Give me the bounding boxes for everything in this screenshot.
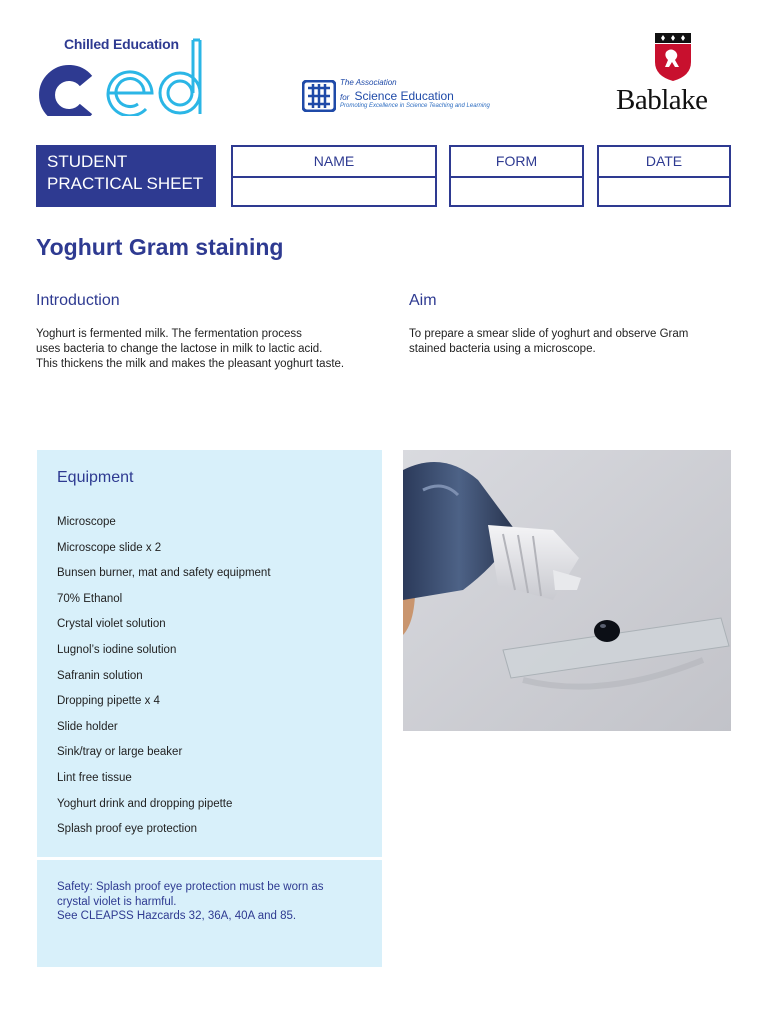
aim-line: To prepare a smear slide of yoghurt and observe Gram bbox=[409, 328, 689, 340]
equipment-heading: Equipment bbox=[57, 469, 134, 486]
bablake-wordmark: Bablake bbox=[616, 84, 708, 116]
staining-photo bbox=[403, 450, 731, 731]
aim-line: stained bacteria using a microscope. bbox=[409, 343, 596, 355]
introduction-heading: Introduction bbox=[36, 292, 120, 309]
student-practical-sheet-label bbox=[36, 145, 216, 207]
safety-line: See CLEAPSS Hazcards 32, 36A, 40A and 85. bbox=[57, 910, 297, 923]
equipment-item: Slide holder bbox=[57, 720, 118, 733]
name-field-box bbox=[231, 145, 437, 207]
ase-emblem-icon bbox=[302, 80, 336, 112]
safety-line: Safety: Splash proof eye protection must be worn as bbox=[57, 881, 324, 893]
equipment-item: Dropping pipette x 4 bbox=[57, 695, 160, 708]
ced-top-text: Chilled Education bbox=[64, 36, 179, 52]
date-field-box bbox=[597, 145, 731, 207]
form-label: FORM bbox=[451, 147, 582, 178]
introduction-line: Yoghurt is fermented milk. The fermentation process bbox=[36, 328, 302, 340]
introduction-text bbox=[36, 327, 344, 372]
date-field[interactable] bbox=[599, 178, 729, 207]
equipment-panel bbox=[37, 450, 382, 857]
ase-logo bbox=[302, 78, 502, 114]
name-label: NAME bbox=[233, 147, 435, 178]
equipment-item: Lugnol’s iodine solution bbox=[57, 643, 177, 656]
aim-heading: Aim bbox=[409, 292, 437, 309]
aim-text bbox=[409, 327, 688, 357]
equipment-item: Lint free tissue bbox=[57, 771, 132, 784]
safety-text bbox=[57, 880, 324, 924]
form-field-box bbox=[449, 145, 584, 207]
form-field[interactable] bbox=[451, 178, 582, 207]
equipment-item: 70% Ethanol bbox=[57, 592, 123, 605]
bablake-crest-icon bbox=[653, 32, 693, 82]
ase-tagline: Promoting Excellence in Science Teaching and Learning bbox=[340, 103, 490, 109]
equipment-item: Bunsen burner, mat and safety equipment bbox=[57, 567, 271, 580]
dropper-bottle-slide-image bbox=[403, 450, 731, 731]
introduction-line: This thickens the milk and makes the pleasant yoghurt taste. bbox=[36, 358, 345, 370]
equipment-list bbox=[57, 514, 271, 847]
equipment-item: Crystal violet solution bbox=[57, 618, 166, 631]
safety-panel bbox=[37, 860, 382, 967]
safety-line: crystal violet is harmful. bbox=[57, 895, 177, 908]
ced-logo bbox=[36, 34, 208, 116]
sheet-label-line1: STUDENT bbox=[47, 152, 128, 171]
name-field[interactable] bbox=[233, 178, 435, 207]
date-label: DATE bbox=[599, 147, 729, 178]
sheet-label-line2: PRACTICAL SHEET bbox=[47, 174, 204, 193]
equipment-item: Splash proof eye protection bbox=[57, 823, 198, 836]
equipment-item: Yoghurt drink and dropping pipette bbox=[57, 797, 233, 810]
equipment-item: Microscope slide x 2 bbox=[57, 541, 162, 554]
ase-line2: Science Education bbox=[354, 89, 454, 103]
equipment-item: Sink/tray or large beaker bbox=[57, 746, 183, 759]
bablake-logo bbox=[612, 32, 736, 118]
ase-line2-prefix: for bbox=[340, 93, 350, 102]
page-title: Yoghurt Gram staining bbox=[36, 234, 284, 260]
equipment-item: Safranin solution bbox=[57, 669, 143, 682]
equipment-item: Microscope bbox=[57, 516, 116, 528]
ase-line1-prefix: The Association bbox=[340, 78, 397, 87]
introduction-line: uses bacteria to change the lactose in milk to lactic acid. bbox=[36, 343, 323, 355]
